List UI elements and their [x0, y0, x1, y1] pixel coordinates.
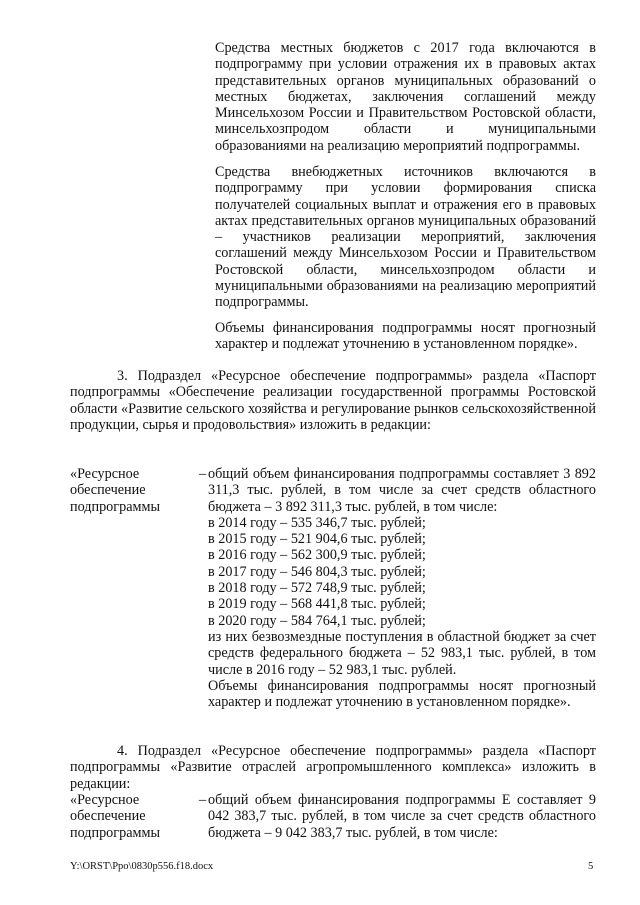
- section-4-label: [70, 792, 195, 841]
- dash: –: [199, 792, 207, 808]
- year-line: в 2014 году – 535 346,7 тыс. рублей;: [208, 514, 426, 531]
- label-line: обеспечение: [70, 808, 146, 825]
- year-line: в 2018 году – 572 748,9 тыс. рублей;: [208, 580, 426, 597]
- total-funding-line: общий объем финансирования подпрограммы E составляет 9 042 383,7 тыс. рублей, в том числе за счет средств областного бюджета – 9 042 383,7 тыс. рублей, в том числе:: [208, 792, 596, 841]
- label-line: подпрограммы: [70, 824, 160, 841]
- closing-line: Объемы финансирования подпрограммы носят прогнозный характер и подлежат уточнению в установленном порядке».: [208, 677, 596, 711]
- year-line: в 2019 году – 568 441,8 тыс. рублей;: [208, 596, 426, 613]
- federal-funds-line: из них безвозмездные поступления в областной бюджет за счет средств федерального бюджета – 52 983,1 тыс. рублей, в том числе в 2016 году – 52 983,1 тыс. рублей.: [208, 628, 596, 678]
- label-line: «Ресурсное: [70, 792, 140, 808]
- section-4-intro: 4. Подраздел «Ресурсное обеспечение подпрограммы» раздела «Паспорт подпрограммы «Развитие отраслей агропромышленного комплекса» изложить в редакции:: [70, 743, 596, 792]
- year-line: в 2017 году – 546 804,3 тыс. рублей;: [208, 563, 426, 580]
- dash: –: [199, 466, 207, 482]
- year-line: в 2020 году – 584 764,1 тыс. рублей;: [208, 612, 426, 629]
- section-3-intro: 3. Подраздел «Ресурсное обеспечение подпрограммы» раздела «Паспорт подпрограммы «Обеспечение реализации государственной программы Ростовской области «Развитие сельского хозяйства и регулирование рынков сельскохозяйственной продукции, сырья и продовольствия» изложить в редакции:: [70, 368, 596, 433]
- section-3-label: [70, 466, 195, 515]
- label-line: подпрограммы: [70, 498, 160, 515]
- label-line: обеспечение: [70, 482, 146, 499]
- forecast-note-paragraph: Объемы финансирования подпрограммы носят прогнозный характер и подлежат уточнению в установленном порядке».: [215, 320, 596, 353]
- footer-file-path: Y:\ORST\Ppo\0830p556.f18.docx: [70, 861, 214, 872]
- total-funding-line: общий объем финансирования подпрограммы составляет 3 892 311,3 тыс. рублей, в том числе за счет средств областного бюджета – 3 892 311,3 тыс. рублей, в том числе:: [208, 466, 596, 515]
- section-3-value: [199, 466, 596, 710]
- section-4-value: [199, 792, 596, 841]
- year-line: в 2016 году – 562 300,9 тыс. рублей;: [208, 547, 426, 564]
- year-line: в 2015 году – 521 904,6 тыс. рублей;: [208, 531, 426, 548]
- local-budget-paragraph: Средства местных бюджетов с 2017 года включаются в подпрограмму при условии отражения их в правовых актах представительных органов муниципальных образований о местных бюджетах, заключения соглашений между Минсельхозом России и Правительством Ростовской области, минсельхозпродом области и муниципальными образованиями на реализацию мероприятий подпрограммы.: [215, 40, 596, 154]
- page-number: 5: [588, 861, 594, 872]
- label-line: «Ресурсное: [70, 466, 140, 482]
- extrabudgetary-paragraph: Средства внебюджетных источников включаются в подпрограмму при условии формирования списка получателей социальных выплат и отражения его в правовых актах представительных органов муниципальных образований – участников реализации мероприятий, заключения соглашений между Минсельхозом России и Правительством Ростовской области, минсельхозпродом области и муниципальными образованиями на реализацию мероприятий подпрограммы.: [215, 164, 596, 311]
